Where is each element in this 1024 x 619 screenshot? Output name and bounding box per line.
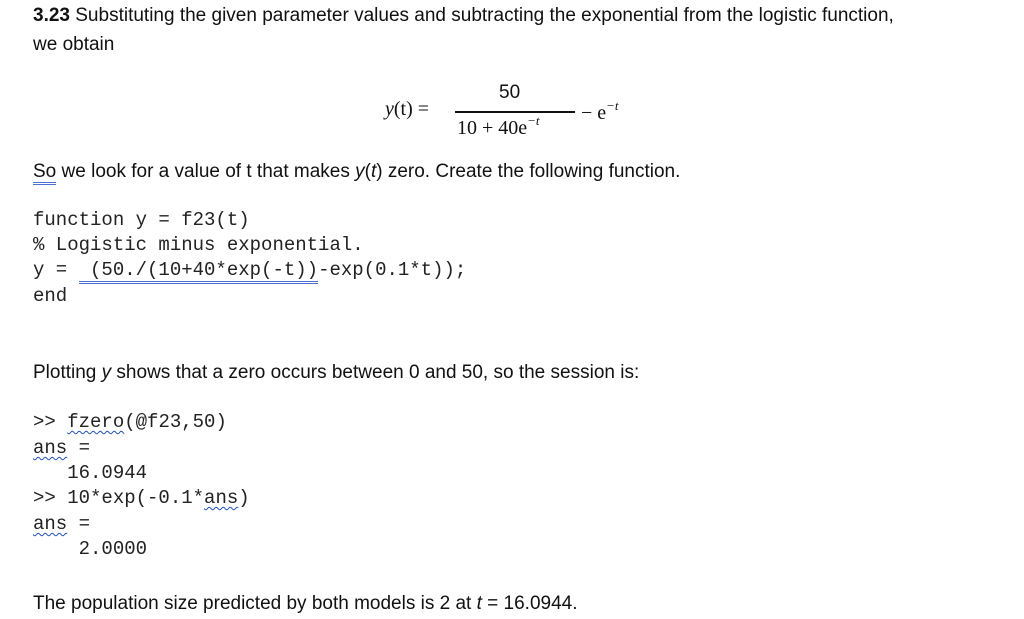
paragraph-var-y: y (355, 161, 365, 182)
code-function-line1: function y = f23(t) (33, 209, 250, 231)
session-prompt2: >> (33, 487, 68, 509)
equation-lhs-func: y (385, 98, 394, 120)
session-cmd1-args: (@f23,50) (124, 411, 227, 433)
conclusion-after: = 16.0944. (481, 593, 578, 614)
session-fzero: fzero (67, 411, 125, 433)
equation-numerator: 50 (499, 82, 521, 103)
paragraph2-before: Plotting (33, 362, 102, 383)
code-function-line4: end (33, 285, 68, 307)
paragraph-var-t: t (370, 161, 377, 182)
session-cmd2-pre: 10*exp(-0.1* (67, 487, 205, 509)
equation (385, 80, 645, 140)
code-line3-prefix: y = (33, 259, 79, 281)
paragraph-plotting (33, 359, 639, 387)
equation-tail-term: − e (581, 102, 607, 124)
paragraph-paren-open: ( (364, 161, 371, 182)
paragraph2-after: shows that a zero occurs between 0 and 50, so the session is: (111, 362, 640, 383)
problem-statement (33, 2, 894, 30)
conclusion-var-t: t (476, 593, 482, 614)
session-command2 (33, 486, 250, 511)
session-command1 (33, 410, 227, 435)
session-ans2-label (33, 512, 90, 537)
equation-denominator (457, 113, 540, 140)
equation-tail (581, 98, 619, 125)
code-function-line2: % Logistic minus exponential. (33, 234, 364, 256)
session-ans1-label (33, 436, 90, 461)
problem-text: Substituting the given parameter values and subtracting the exponential from the logistic function, (69, 5, 894, 26)
session-ans2-eq: = (67, 513, 91, 535)
paragraph-first-word: So (33, 161, 56, 185)
session-value1: 16.0944 (33, 462, 148, 484)
session-prompt1: >> (33, 411, 68, 433)
equation-equals: = (412, 98, 430, 120)
equation-lhs (385, 98, 429, 121)
session-cmd2-post: ) (238, 487, 250, 509)
paragraph-paren-close: ) (376, 161, 383, 182)
session-value2: 2.0000 (33, 538, 148, 560)
paragraph-create-function (33, 158, 680, 186)
session-ans1-word: ans (33, 437, 68, 459)
equation-denominator-exponent: −t (527, 113, 540, 128)
conclusion (33, 590, 578, 618)
session-ans2-word: ans (33, 513, 68, 535)
session-cmd2-ans: ans (204, 487, 239, 509)
problem-number: 3.23 (33, 5, 70, 26)
code-line3-underlined: (50./(10+40*exp(-t)) (79, 259, 318, 284)
code-line3-suffix: -exp(0.1*t)); (318, 259, 467, 281)
session-ans1-eq: = (67, 437, 91, 459)
equation-denominator-base: 10 + 40e (457, 117, 528, 139)
code-function-line3 (33, 258, 466, 283)
problem-statement-line2: we obtain (33, 34, 115, 55)
equation-lhs-arg: (t) (393, 98, 413, 120)
equation-tail-exponent: −t (606, 98, 619, 113)
paragraph2-var-y: y (101, 362, 112, 383)
paragraph-text-b: zero. Create the following function. (382, 161, 681, 182)
conclusion-before: The population size predicted by both models is 2 at (33, 593, 477, 614)
paragraph-text-a: we look for a value of t that makes (56, 161, 356, 182)
